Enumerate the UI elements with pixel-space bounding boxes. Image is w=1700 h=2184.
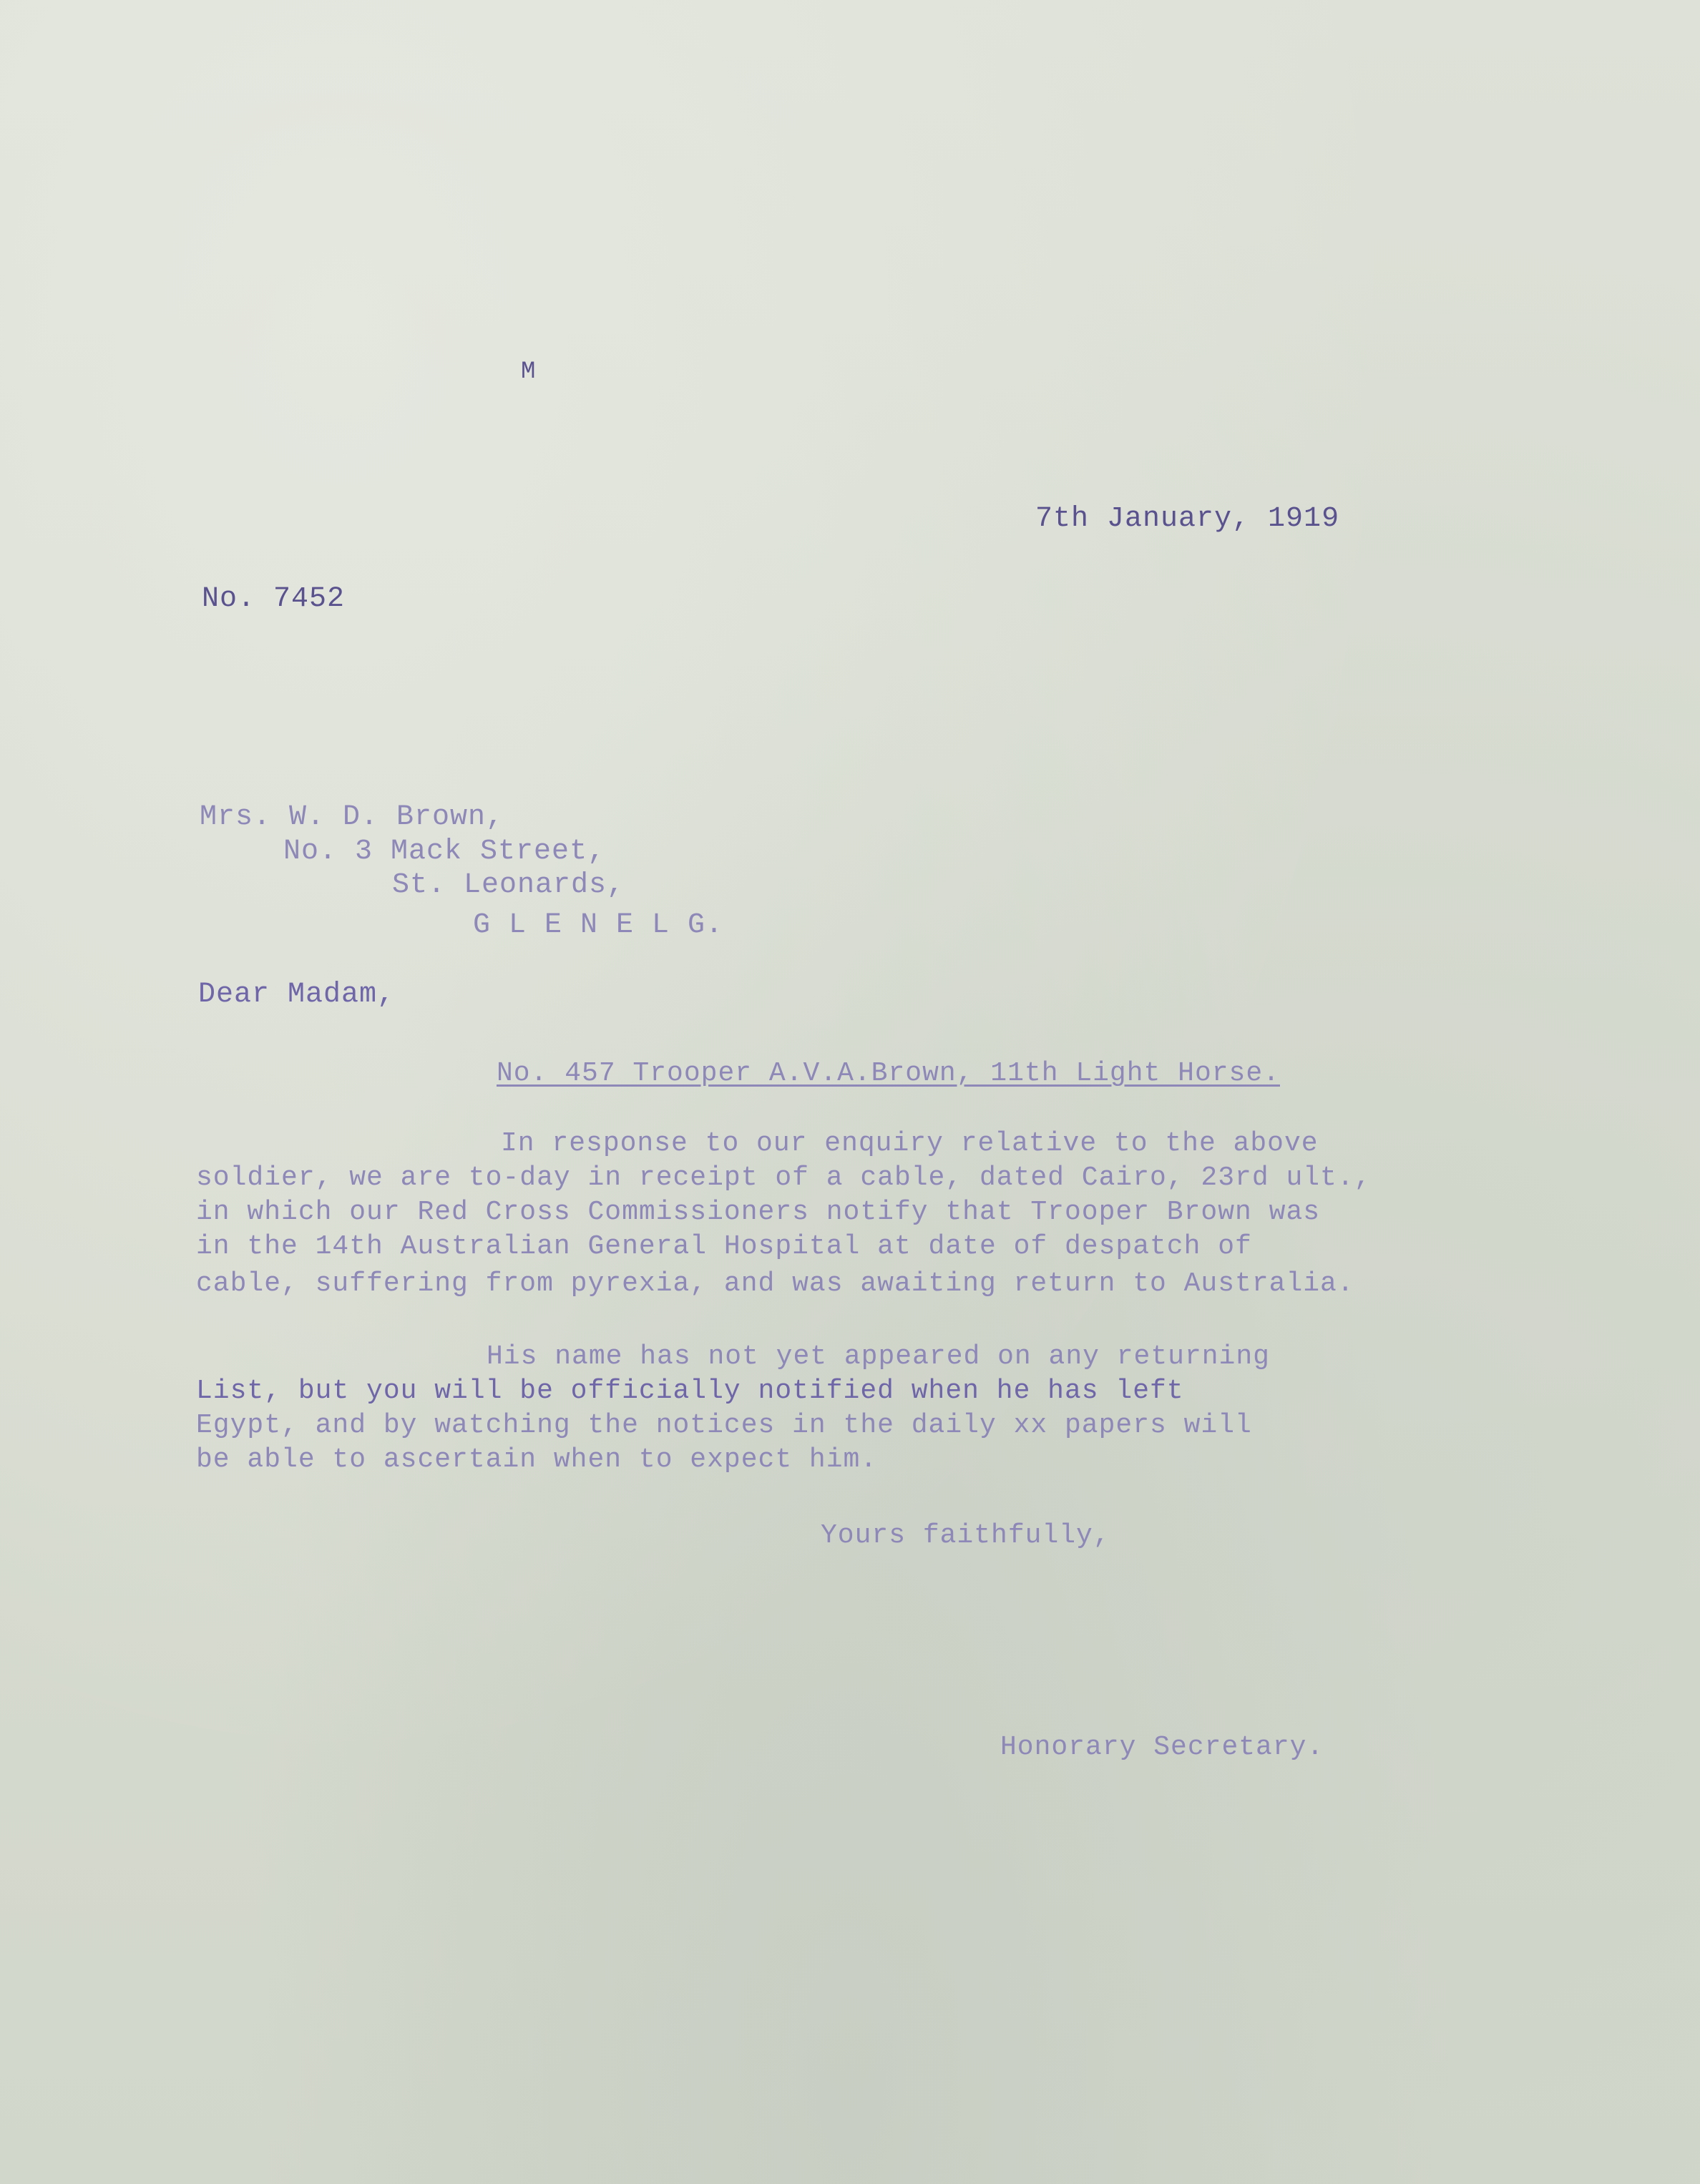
file-mark: M: [521, 358, 537, 386]
address-line: St. Leonards,: [392, 869, 625, 901]
body-line: cable, suffering from pyrexia, and was awaiting return to Australia.: [196, 1268, 1354, 1299]
subject-line: No. 457 Trooper A.V.A.Brown, 11th Light Horse.: [497, 1058, 1280, 1089]
body-line: Egypt, and by watching the notices in the daily xx papers will: [196, 1410, 1252, 1441]
body-line: In response to our enquiry relative to the above: [501, 1128, 1319, 1159]
address-line: G L E N E L G.: [473, 909, 724, 941]
address-line: Mrs. W. D. Brown,: [200, 801, 504, 833]
body-line: in the 14th Australian General Hospital at date of despatch of: [196, 1231, 1252, 1262]
body-line: be able to ascertain when to expect him.: [196, 1444, 878, 1475]
body-line: His name has not yet appeared on any returning: [487, 1341, 1270, 1372]
letter-date: 7th January, 1919: [1035, 503, 1340, 535]
body-line: soldier, we are to-day in receipt of a cable, dated Cairo, 23rd ult.,: [196, 1162, 1372, 1193]
address-line: No. 3 Mack Street,: [283, 836, 606, 868]
salutation: Dear Madam,: [198, 979, 396, 1011]
closing: Yours faithfully,: [821, 1520, 1110, 1551]
body-line: in which our Red Cross Commissioners notify that Trooper Brown was: [196, 1197, 1321, 1228]
body-line: List, but you will be officially notified when he has left: [196, 1376, 1184, 1406]
signature-title: Honorary Secretary.: [1000, 1732, 1324, 1763]
reference-number: No. 7452: [202, 583, 346, 615]
